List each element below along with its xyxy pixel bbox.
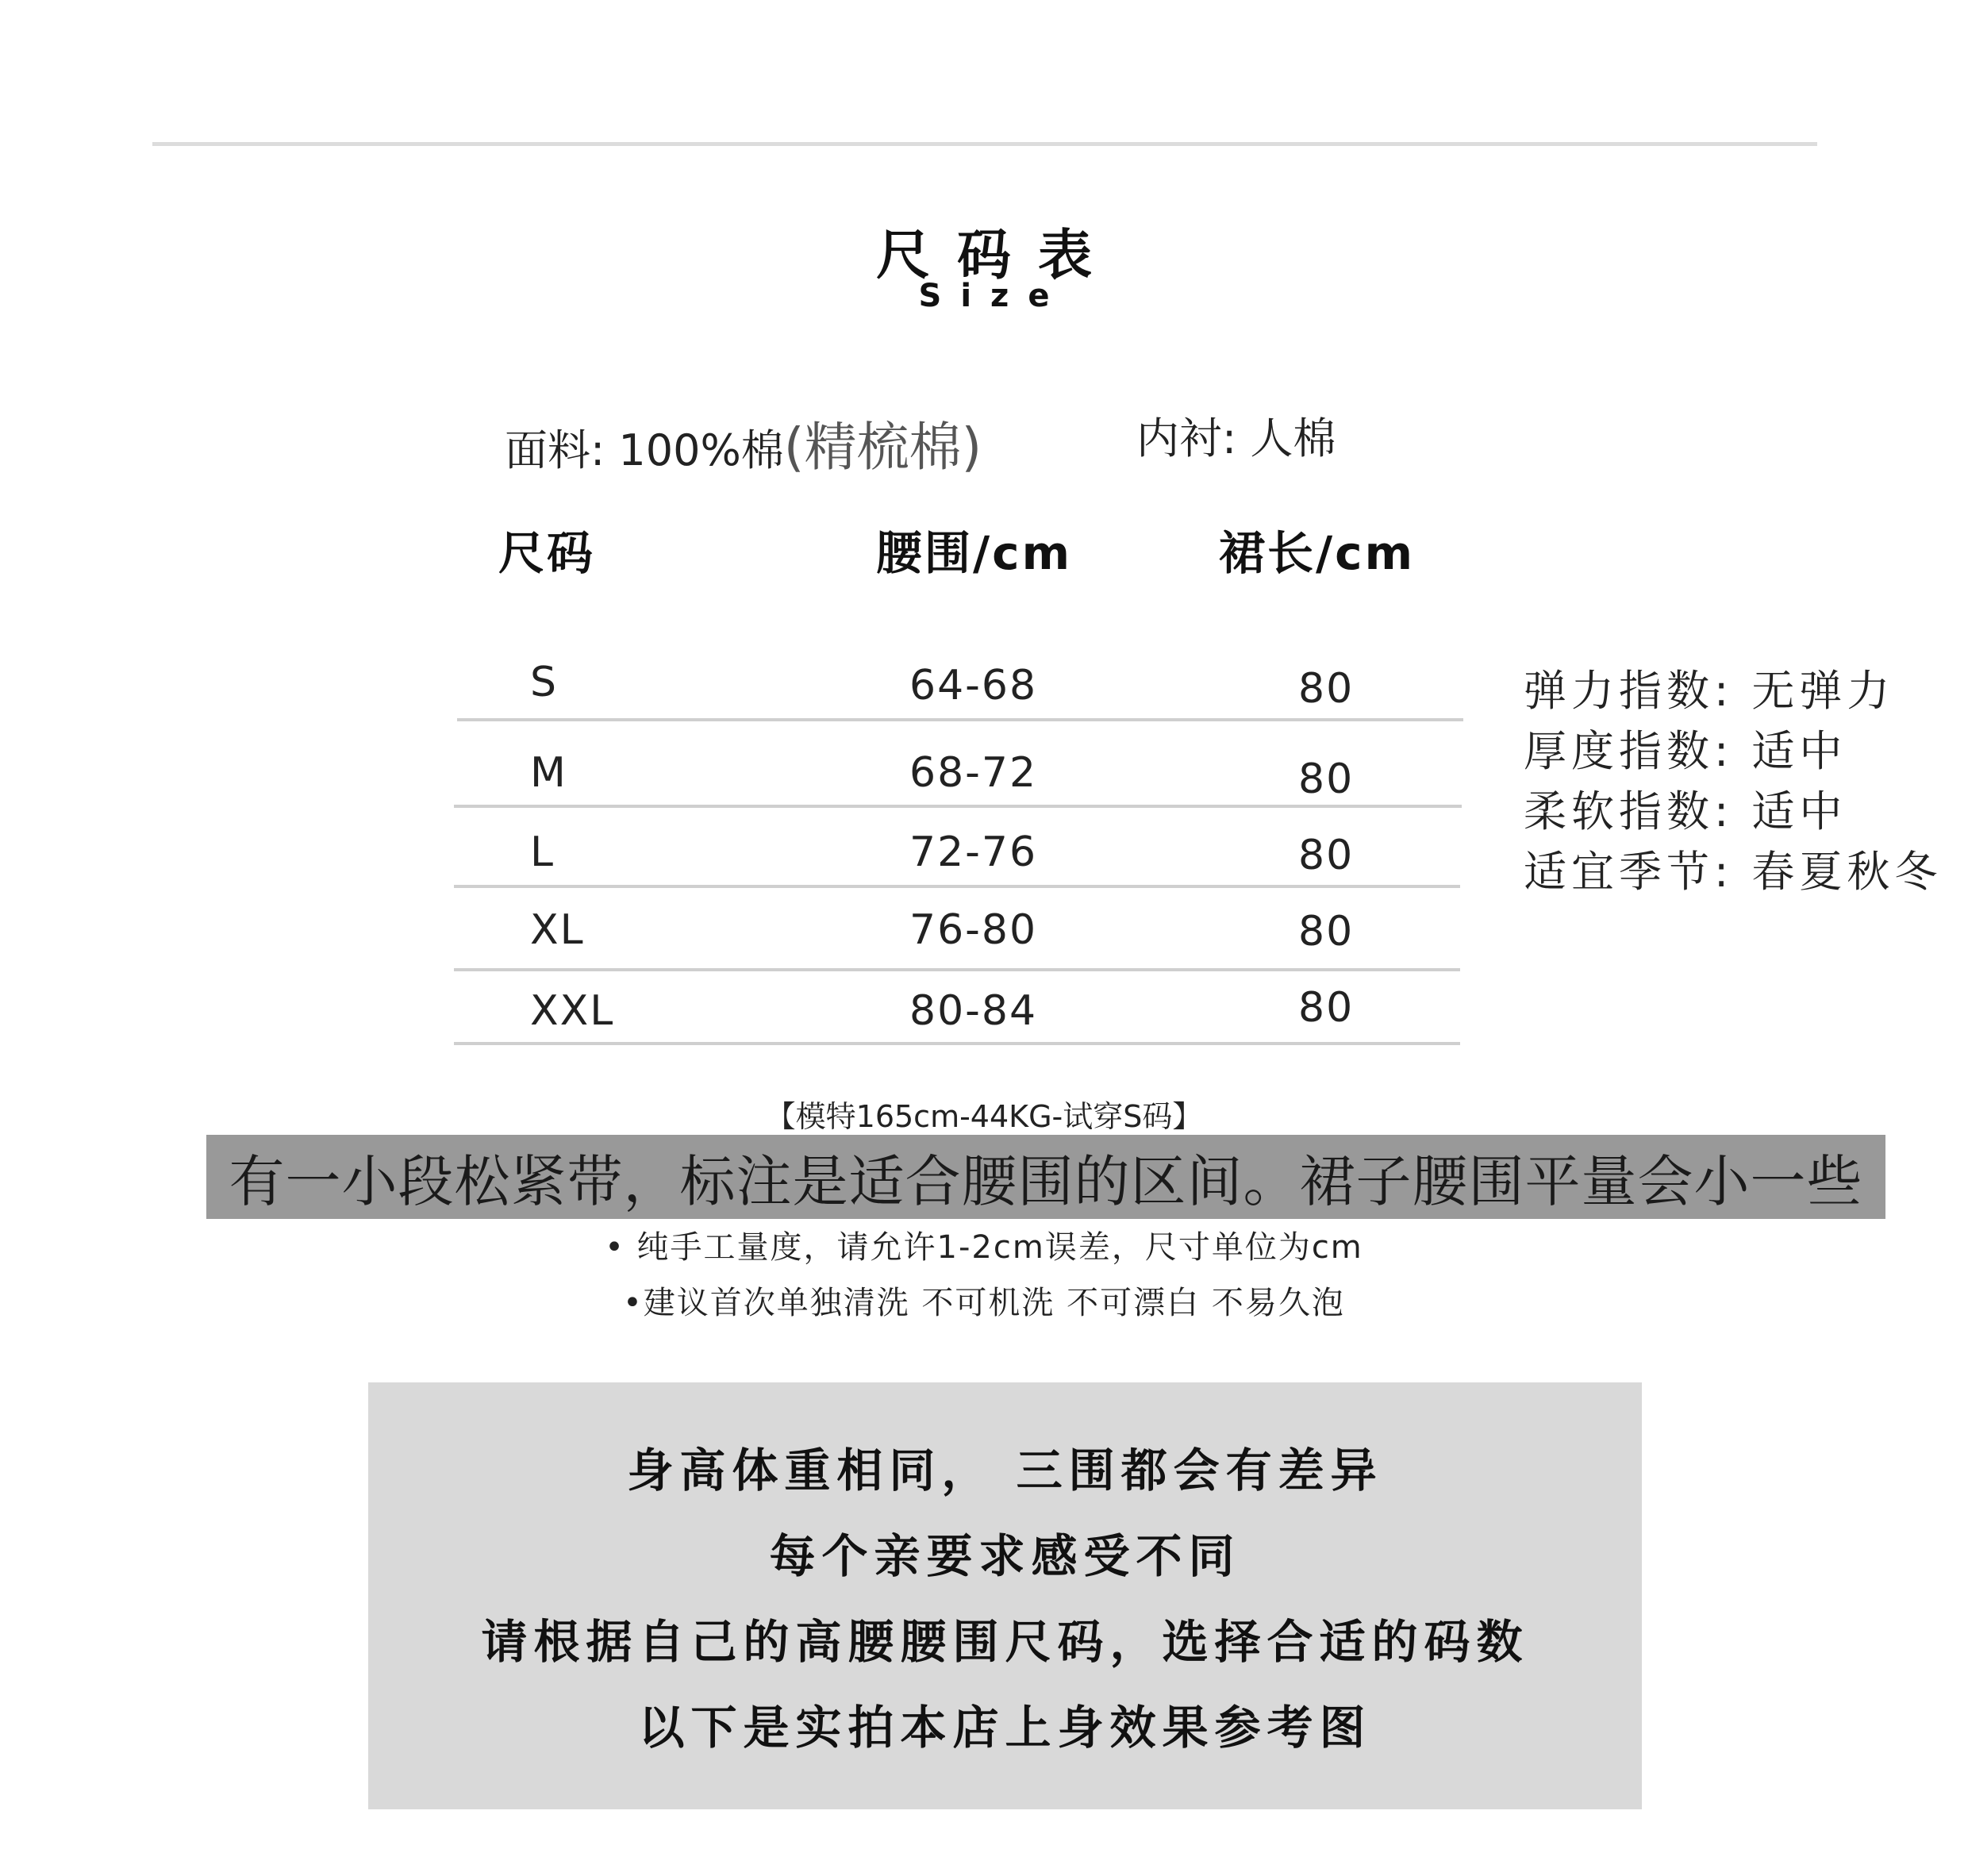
cell-waist: 64-68 [909, 662, 1038, 709]
notice-line: 每个亲要求感受不同 [769, 1529, 1241, 1583]
cell-waist: 80-84 [909, 987, 1038, 1035]
lining-label: 内衬: [1136, 413, 1237, 463]
cell-waist: 72-76 [909, 828, 1038, 876]
attribute-season [1524, 838, 1942, 899]
attribute-value: 春夏秋冬 [1751, 847, 1943, 897]
cell-length: 80 [1298, 984, 1355, 1032]
attribute-value: 适中 [1751, 726, 1847, 776]
fabric-value: 100%棉 [618, 425, 784, 475]
fabric-label: 面料: [505, 425, 605, 475]
cell-size: XL [530, 906, 585, 954]
attribute-value: 适中 [1751, 786, 1847, 836]
attribute-label: 适宜季节: [1524, 847, 1734, 897]
page-title: 尺码表 [875, 225, 1119, 287]
page-subtitle: Size [918, 278, 1069, 314]
attribute-value: 无弹力 [1751, 666, 1895, 716]
cell-length: 80 [1298, 665, 1355, 713]
column-header-waist: 腰围/cm [876, 526, 1073, 580]
cell-length: 80 [1298, 832, 1355, 879]
cell-size: XXL [530, 987, 615, 1035]
cell-length: 80 [1298, 755, 1355, 803]
attribute-elasticity [1524, 657, 1894, 718]
row-divider [454, 968, 1460, 971]
attribute-label: 弹力指数: [1524, 666, 1734, 716]
column-header-size: 尺码 [498, 526, 596, 580]
model-note: 【模特165cm-44KG-试穿S码】 [765, 1099, 1203, 1134]
cell-length: 80 [1298, 908, 1355, 955]
cell-waist: 76-80 [909, 906, 1038, 954]
row-divider [454, 805, 1462, 808]
top-divider [152, 142, 1817, 146]
note-measurement: • 纯手工量度，请允许1-2cm误差，尺寸单位为cm [605, 1229, 1363, 1266]
fabric-info [505, 405, 982, 480]
cell-size: S [530, 659, 559, 706]
row-divider [454, 1042, 1460, 1045]
row-divider [454, 885, 1460, 888]
attribute-thickness [1524, 717, 1847, 778]
cell-size: L [530, 828, 555, 876]
fabric-note: (精梳棉) [783, 417, 982, 478]
lining-info [1136, 405, 1336, 466]
notice-line: 请根据自己的高腰腰围尺码，选择合适的码数 [481, 1615, 1529, 1669]
note-washing: •建议首次单独清洗 不可机洗 不可漂白 不易久泡 [623, 1285, 1345, 1321]
attribute-softness [1524, 778, 1847, 839]
cell-waist: 68-72 [909, 749, 1038, 797]
attribute-label: 柔软指数: [1524, 786, 1734, 836]
banner-text: 有一小段松紧带，标注是适合腰围的区间。裙子腰围平量会小一些 [229, 1149, 1863, 1214]
column-header-length: 裙长/cm [1219, 526, 1416, 580]
lining-value: 人棉 [1250, 413, 1336, 463]
notice-line: 以下是实拍本店上身效果参考图 [638, 1701, 1372, 1755]
cell-size: M [530, 749, 567, 797]
row-divider [457, 718, 1463, 721]
attribute-label: 厚度指数: [1524, 726, 1734, 776]
notice-line: 身高体重相同， 三围都会有差异 [627, 1444, 1383, 1497]
